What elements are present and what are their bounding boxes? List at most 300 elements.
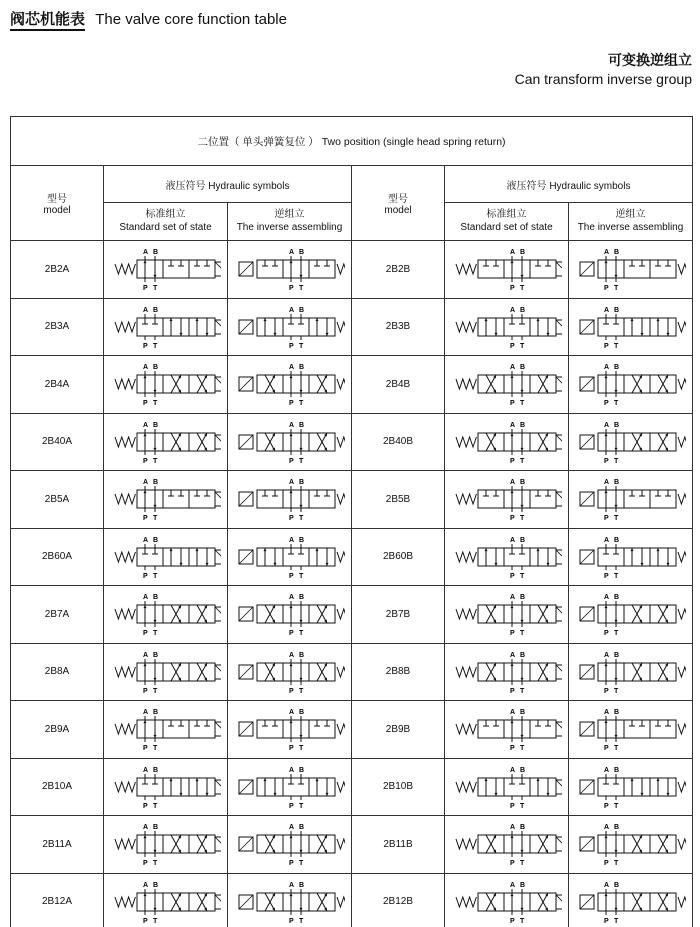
svg-text:B: B (152, 479, 158, 487)
svg-text:B: B (519, 364, 525, 372)
standard-symbol-cell-right (445, 816, 569, 874)
inverse-symbol-cell-right (569, 586, 693, 644)
svg-text:T: T (298, 572, 303, 580)
svg-text:A: A (142, 479, 148, 487)
inverse-symbol-cell-left (228, 528, 352, 586)
svg-text:T: T (613, 400, 618, 408)
hydraulic-symbol-icon (452, 361, 562, 407)
model-cell-right: 2B5B (352, 471, 445, 529)
svg-text:A: A (288, 766, 294, 774)
standard-header-left: 标准组立 Standard set of state (104, 203, 228, 241)
svg-text:B: B (613, 824, 619, 832)
model-cell-left: 2B9A (11, 701, 104, 759)
svg-text:B: B (613, 881, 619, 889)
standard-header-right: 标准组立 Standard set of state (445, 203, 569, 241)
svg-text:P: P (603, 572, 609, 580)
svg-text:P: P (142, 802, 148, 810)
inverse-symbol-cell-left (228, 643, 352, 701)
svg-text:B: B (298, 594, 304, 602)
hydraulic-symbol-icon (576, 246, 686, 292)
svg-text:B: B (152, 364, 158, 372)
svg-text:P: P (603, 745, 609, 753)
table-row (11, 298, 693, 356)
svg-text:A: A (509, 479, 515, 487)
svg-text:A: A (509, 824, 515, 832)
svg-text:B: B (613, 709, 619, 717)
svg-text:P: P (142, 515, 148, 523)
svg-text:T: T (613, 515, 618, 523)
svg-text:B: B (298, 536, 304, 544)
svg-text:P: P (142, 687, 148, 695)
inverse-symbol-cell-right (569, 873, 693, 927)
hydraulic-symbol-icon (576, 419, 686, 465)
svg-text:A: A (288, 651, 294, 659)
table-row (11, 643, 693, 701)
standard-symbol-cell-left (104, 873, 228, 927)
svg-text:T: T (519, 342, 524, 350)
svg-text:T: T (298, 802, 303, 810)
svg-text:A: A (603, 594, 609, 602)
hydraulic-symbol-icon (111, 304, 221, 350)
svg-text:B: B (613, 536, 619, 544)
svg-text:P: P (142, 745, 148, 753)
svg-text:T: T (152, 745, 157, 753)
svg-text:B: B (519, 766, 525, 774)
svg-text:B: B (519, 651, 525, 659)
svg-text:P: P (142, 860, 148, 868)
svg-text:B: B (298, 881, 304, 889)
svg-text:B: B (519, 709, 525, 717)
inverse-symbol-cell-left (228, 241, 352, 299)
svg-text:A: A (142, 824, 148, 832)
inverse-symbol-cell-right (569, 528, 693, 586)
svg-text:T: T (298, 285, 303, 293)
svg-text:T: T (298, 745, 303, 753)
hydraulic-symbol-icon (235, 534, 345, 580)
hydraulic-symbol-icon (111, 419, 221, 465)
hydraulic-symbol-icon (235, 476, 345, 522)
svg-text:T: T (519, 400, 524, 408)
standard-symbol-cell-right (445, 873, 569, 927)
hydraulic-symbol-icon (235, 649, 345, 695)
svg-text:B: B (519, 421, 525, 429)
svg-text:P: P (603, 400, 609, 408)
svg-text:A: A (509, 594, 515, 602)
group-title (515, 50, 692, 87)
svg-text:B: B (152, 766, 158, 774)
inverse-symbol-cell-right (569, 758, 693, 816)
symbols-header-right: 液压符号 Hydraulic symbols (445, 166, 693, 203)
standard-symbol-cell-right (445, 528, 569, 586)
hydraulic-symbol-icon (235, 764, 345, 810)
group-title-cn: 可变换逆组立 (608, 53, 692, 69)
svg-text:T: T (519, 687, 524, 695)
inverse-symbol-cell-left (228, 356, 352, 414)
svg-text:P: P (142, 630, 148, 638)
model-cell-right: 2B9B (352, 701, 445, 759)
svg-text:A: A (288, 421, 294, 429)
hydraulic-symbol-icon (452, 304, 562, 350)
svg-text:T: T (519, 572, 524, 580)
hydraulic-symbol-icon (576, 764, 686, 810)
hydraulic-symbol-icon (576, 304, 686, 350)
hydraulic-symbol-icon (452, 764, 562, 810)
svg-text:T: T (613, 917, 618, 925)
hydraulic-symbol-icon (576, 706, 686, 752)
standard-symbol-cell-right (445, 298, 569, 356)
svg-text:P: P (509, 515, 515, 523)
svg-text:A: A (142, 421, 148, 429)
svg-text:T: T (613, 860, 618, 868)
hydraulic-symbol-icon (452, 649, 562, 695)
model-cell-left: 2B40A (11, 413, 104, 471)
model-cell-right: 2B60B (352, 528, 445, 586)
hydraulic-symbol-icon (111, 591, 221, 637)
svg-text:P: P (603, 917, 609, 925)
model-cell-left: 2B3A (11, 298, 104, 356)
standard-symbol-cell-right (445, 643, 569, 701)
svg-text:T: T (519, 802, 524, 810)
standard-symbol-cell-right (445, 701, 569, 759)
hydraulic-symbol-icon (452, 591, 562, 637)
hydraulic-symbol-icon (235, 821, 345, 867)
model-cell-left: 2B8A (11, 643, 104, 701)
svg-text:T: T (519, 745, 524, 753)
inverse-symbol-cell-left (228, 758, 352, 816)
standard-symbol-cell-right (445, 471, 569, 529)
standard-symbol-cell-right (445, 413, 569, 471)
svg-text:A: A (603, 249, 609, 257)
inverse-symbol-cell-right (569, 701, 693, 759)
svg-text:B: B (613, 594, 619, 602)
table-row (11, 758, 693, 816)
hydraulic-symbol-icon (235, 361, 345, 407)
svg-text:T: T (152, 630, 157, 638)
inverse-symbol-cell-right (569, 471, 693, 529)
svg-text:B: B (298, 651, 304, 659)
svg-text:P: P (142, 572, 148, 580)
svg-text:A: A (288, 249, 294, 257)
svg-text:T: T (613, 457, 618, 465)
hydraulic-symbol-icon (111, 821, 221, 867)
table-row (11, 528, 693, 586)
svg-text:B: B (613, 364, 619, 372)
svg-text:B: B (613, 306, 619, 314)
table-row (11, 356, 693, 414)
svg-text:B: B (613, 249, 619, 257)
svg-text:P: P (288, 285, 294, 293)
hydraulic-symbol-icon (235, 304, 345, 350)
svg-text:T: T (613, 285, 618, 293)
svg-text:B: B (152, 594, 158, 602)
svg-text:B: B (298, 479, 304, 487)
svg-text:B: B (613, 651, 619, 659)
svg-text:P: P (288, 630, 294, 638)
svg-text:A: A (288, 881, 294, 889)
model-cell-right: 2B4B (352, 356, 445, 414)
svg-text:T: T (152, 917, 157, 925)
model-cell-right: 2B7B (352, 586, 445, 644)
svg-text:T: T (519, 285, 524, 293)
svg-text:A: A (142, 594, 148, 602)
inverse-symbol-cell-left (228, 413, 352, 471)
inverse-symbol-cell-right (569, 643, 693, 701)
svg-text:A: A (603, 479, 609, 487)
hydraulic-symbol-icon (452, 534, 562, 580)
standard-symbol-cell-left (104, 298, 228, 356)
table-row (11, 413, 693, 471)
svg-text:A: A (288, 536, 294, 544)
inverse-symbol-cell-right (569, 298, 693, 356)
model-cell-left: 2B5A (11, 471, 104, 529)
hydraulic-symbol-icon (576, 649, 686, 695)
svg-text:T: T (298, 457, 303, 465)
inverse-symbol-cell-right (569, 241, 693, 299)
hydraulic-symbol-icon (576, 361, 686, 407)
svg-text:T: T (152, 400, 157, 408)
hydraulic-symbol-icon (111, 361, 221, 407)
hydraulic-symbol-icon (111, 764, 221, 810)
svg-text:A: A (288, 306, 294, 314)
svg-text:B: B (519, 306, 525, 314)
svg-text:A: A (142, 364, 148, 372)
inverse-header-left: 逆组立 The inverse assembling (228, 203, 352, 241)
page-title-en: The valve core function table (95, 11, 287, 28)
svg-text:P: P (288, 342, 294, 350)
svg-text:A: A (142, 766, 148, 774)
hydraulic-symbol-icon (452, 821, 562, 867)
svg-text:T: T (298, 917, 303, 925)
svg-text:P: P (288, 572, 294, 580)
svg-text:A: A (509, 709, 515, 717)
svg-text:T: T (298, 515, 303, 523)
hydraulic-symbol-icon (576, 476, 686, 522)
svg-text:A: A (509, 421, 515, 429)
page-title-cn: 阀芯机能表 (10, 10, 85, 31)
svg-text:B: B (613, 421, 619, 429)
svg-text:P: P (509, 745, 515, 753)
svg-text:T: T (298, 687, 303, 695)
svg-text:P: P (603, 515, 609, 523)
svg-text:B: B (152, 306, 158, 314)
svg-text:P: P (509, 630, 515, 638)
svg-text:T: T (298, 400, 303, 408)
model-cell-right: 2B12B (352, 873, 445, 927)
standard-symbol-cell-left (104, 816, 228, 874)
svg-text:T: T (519, 860, 524, 868)
model-cell-left: 2B2A (11, 241, 104, 299)
svg-text:A: A (603, 306, 609, 314)
model-cell-left: 2B12A (11, 873, 104, 927)
svg-text:A: A (509, 249, 515, 257)
function-table (10, 116, 693, 927)
svg-text:T: T (152, 860, 157, 868)
svg-text:A: A (142, 881, 148, 889)
standard-symbol-cell-left (104, 356, 228, 414)
svg-text:T: T (152, 802, 157, 810)
svg-text:B: B (298, 364, 304, 372)
hydraulic-symbol-icon (235, 419, 345, 465)
svg-text:B: B (519, 249, 525, 257)
svg-text:A: A (603, 364, 609, 372)
svg-text:A: A (142, 306, 148, 314)
svg-text:T: T (152, 572, 157, 580)
svg-text:T: T (613, 572, 618, 580)
table-row (11, 586, 693, 644)
model-cell-left: 2B4A (11, 356, 104, 414)
svg-text:A: A (142, 249, 148, 257)
symbols-header-left: 液压符号 Hydraulic symbols (104, 166, 352, 203)
inverse-symbol-cell-left (228, 701, 352, 759)
model-cell-right: 2B10B (352, 758, 445, 816)
svg-text:A: A (288, 824, 294, 832)
hydraulic-symbol-icon (235, 879, 345, 925)
svg-text:P: P (288, 917, 294, 925)
hydraulic-symbol-icon (452, 246, 562, 292)
hydraulic-symbol-icon (576, 534, 686, 580)
svg-text:B: B (152, 881, 158, 889)
hydraulic-symbol-icon (576, 879, 686, 925)
svg-text:T: T (613, 687, 618, 695)
svg-text:B: B (298, 421, 304, 429)
svg-text:A: A (509, 536, 515, 544)
svg-text:P: P (603, 860, 609, 868)
svg-text:B: B (152, 709, 158, 717)
svg-text:B: B (152, 824, 158, 832)
inverse-symbol-cell-left (228, 298, 352, 356)
svg-text:A: A (603, 709, 609, 717)
svg-text:P: P (603, 802, 609, 810)
svg-text:P: P (509, 457, 515, 465)
standard-symbol-cell-right (445, 758, 569, 816)
svg-text:P: P (603, 285, 609, 293)
svg-text:P: P (509, 572, 515, 580)
hydraulic-symbol-icon (235, 591, 345, 637)
svg-text:P: P (142, 457, 148, 465)
model-cell-left: 2B10A (11, 758, 104, 816)
svg-text:T: T (298, 342, 303, 350)
model-cell-right: 2B8B (352, 643, 445, 701)
standard-symbol-cell-left (104, 758, 228, 816)
svg-text:P: P (288, 457, 294, 465)
table-title: 二位置（ 单头弹簧复位 ） Two position (single head spring return) (11, 117, 693, 166)
svg-text:T: T (152, 457, 157, 465)
inverse-symbol-cell-left (228, 816, 352, 874)
svg-text:T: T (519, 917, 524, 925)
svg-text:B: B (152, 421, 158, 429)
svg-text:P: P (288, 687, 294, 695)
svg-text:B: B (613, 766, 619, 774)
svg-text:P: P (509, 802, 515, 810)
inverse-symbol-cell-left (228, 873, 352, 927)
svg-text:B: B (298, 249, 304, 257)
hydraulic-symbol-icon (111, 534, 221, 580)
svg-text:B: B (298, 306, 304, 314)
hydraulic-symbol-icon (452, 419, 562, 465)
hydraulic-symbol-icon (235, 246, 345, 292)
svg-text:B: B (298, 824, 304, 832)
group-title-en: Can transform inverse group (514, 71, 692, 87)
hydraulic-symbol-icon (452, 706, 562, 752)
svg-text:A: A (509, 364, 515, 372)
inverse-symbol-cell-right (569, 413, 693, 471)
svg-text:T: T (152, 342, 157, 350)
table-row (11, 241, 693, 299)
standard-symbol-cell-right (445, 586, 569, 644)
svg-text:B: B (519, 536, 525, 544)
svg-text:T: T (298, 630, 303, 638)
model-cell-right: 2B2B (352, 241, 445, 299)
standard-symbol-cell-left (104, 471, 228, 529)
svg-text:B: B (298, 766, 304, 774)
table-row (11, 471, 693, 529)
hydraulic-symbol-icon (111, 246, 221, 292)
standard-symbol-cell-left (104, 528, 228, 586)
hydraulic-symbol-icon (111, 476, 221, 522)
svg-text:T: T (613, 342, 618, 350)
svg-text:T: T (152, 515, 157, 523)
svg-text:A: A (509, 766, 515, 774)
svg-text:T: T (613, 630, 618, 638)
svg-text:B: B (152, 651, 158, 659)
svg-text:A: A (288, 479, 294, 487)
model-cell-left: 2B11A (11, 816, 104, 874)
hydraulic-symbol-icon (235, 706, 345, 752)
svg-text:P: P (509, 917, 515, 925)
svg-text:P: P (142, 400, 148, 408)
svg-text:P: P (603, 687, 609, 695)
svg-text:T: T (519, 515, 524, 523)
svg-text:B: B (298, 709, 304, 717)
standard-symbol-cell-left (104, 643, 228, 701)
svg-text:A: A (509, 881, 515, 889)
svg-text:T: T (613, 802, 618, 810)
inverse-symbol-cell-left (228, 586, 352, 644)
svg-text:B: B (152, 249, 158, 257)
svg-text:P: P (509, 285, 515, 293)
standard-symbol-cell-right (445, 356, 569, 414)
standard-symbol-cell-left (104, 413, 228, 471)
svg-text:P: P (288, 400, 294, 408)
svg-text:A: A (603, 536, 609, 544)
svg-text:T: T (519, 630, 524, 638)
inverse-header-right: 逆组立 The inverse assembling (569, 203, 693, 241)
svg-text:B: B (613, 479, 619, 487)
svg-text:A: A (142, 709, 148, 717)
svg-text:P: P (509, 687, 515, 695)
svg-text:A: A (603, 651, 609, 659)
svg-text:A: A (603, 881, 609, 889)
svg-text:T: T (613, 745, 618, 753)
svg-text:P: P (603, 342, 609, 350)
hydraulic-symbol-icon (452, 879, 562, 925)
svg-text:P: P (509, 400, 515, 408)
inverse-symbol-cell-right (569, 356, 693, 414)
svg-text:P: P (603, 457, 609, 465)
model-header-left: 型号 model (11, 166, 104, 241)
svg-text:P: P (142, 917, 148, 925)
svg-text:P: P (288, 515, 294, 523)
hydraulic-symbol-icon (576, 821, 686, 867)
svg-text:T: T (298, 860, 303, 868)
svg-text:A: A (509, 306, 515, 314)
svg-text:P: P (142, 342, 148, 350)
svg-text:A: A (288, 709, 294, 717)
model-cell-right: 2B3B (352, 298, 445, 356)
svg-text:A: A (288, 594, 294, 602)
svg-text:T: T (152, 285, 157, 293)
svg-text:A: A (288, 364, 294, 372)
